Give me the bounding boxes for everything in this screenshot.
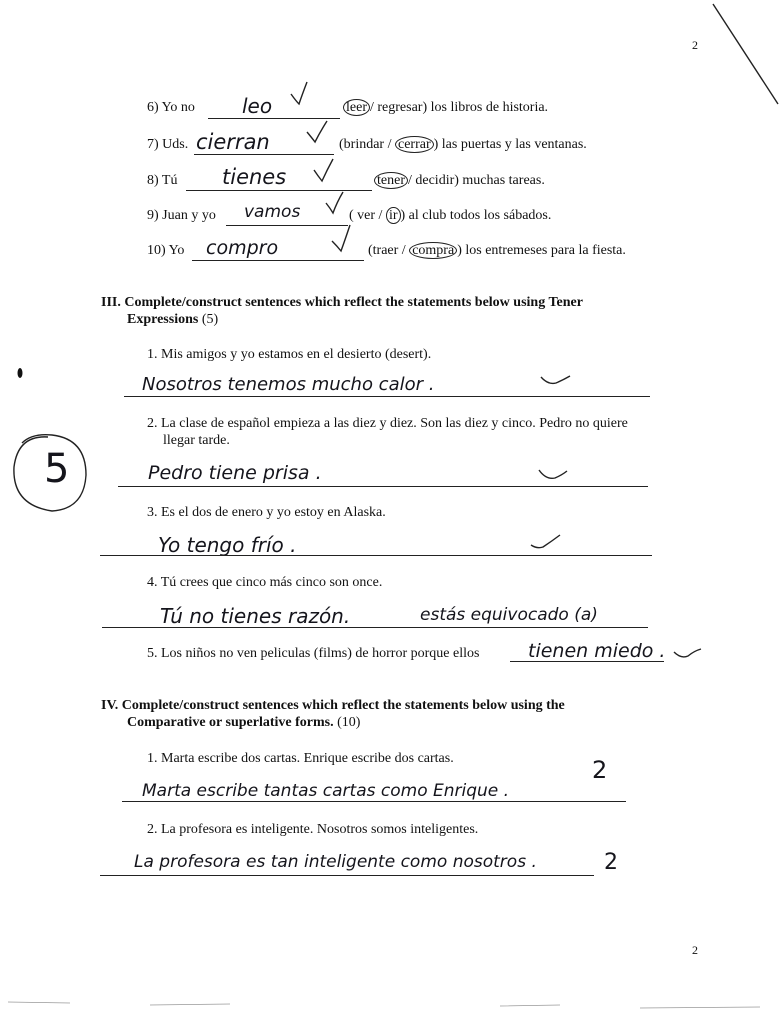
list-item xyxy=(147,137,188,153)
item-tail: los libros de historia. xyxy=(430,100,549,115)
circled-option: ir xyxy=(386,207,401,224)
item-subject: Juan y yo xyxy=(162,208,216,223)
check-mark-icon xyxy=(326,192,343,213)
verb-options: tener / decidir) muchas tareas. xyxy=(374,173,545,189)
item-tail: ) las puertas y las ventanas. xyxy=(433,137,587,152)
page-number-top: 2 xyxy=(692,38,698,52)
handwritten-answer: compro xyxy=(206,237,279,259)
item-number: 9) xyxy=(147,208,159,223)
list-item xyxy=(147,208,216,224)
answer-line xyxy=(122,801,626,802)
item-score: 2 xyxy=(604,850,618,875)
verb-options: (brindar / cerrar ) las puertas y las ventanas. xyxy=(339,137,587,152)
item-subject: Tú xyxy=(161,173,178,188)
circled-option: compra xyxy=(409,242,457,259)
list-item xyxy=(147,243,184,259)
item-tail: ) los entremeses para la fiesta. xyxy=(457,243,626,258)
section-title: Expressions xyxy=(127,312,199,327)
handwritten-answer: Nosotros tenemos mucho calor . xyxy=(142,374,435,395)
item-subject: Yo xyxy=(168,243,185,258)
section-heading xyxy=(101,697,565,714)
list-item xyxy=(147,100,195,116)
section-title: Complete/construct sentences which reflect the statements below using the xyxy=(121,698,565,713)
circled-option: cerrar xyxy=(395,136,434,153)
item-subject: Uds. xyxy=(162,137,189,152)
section-points: (5) xyxy=(201,312,219,327)
handwritten-answer: La profesora es tan inteligente como nosotros . xyxy=(134,852,537,872)
section-heading-line2 xyxy=(127,311,218,328)
item-subject: Yo no xyxy=(161,100,195,115)
page-number-bottom: 2 xyxy=(692,943,698,957)
item-tail: ) al club todos los sábados. xyxy=(400,208,552,223)
verb-options: leer / regresar) los libros de historia. xyxy=(343,100,548,116)
section-numeral: III. xyxy=(101,295,121,310)
list-item xyxy=(147,173,177,189)
answer-line xyxy=(102,627,648,628)
answer-line xyxy=(226,225,348,226)
section-heading-line2 xyxy=(127,714,360,731)
exercise-prompt: 5. Los niños no ven peliculas (films) de horror porque ellos xyxy=(147,646,480,661)
handwritten-answer: vamos xyxy=(244,202,301,222)
exercise-prompt: 2. La profesora es inteligente. Nosotros somos inteligentes. xyxy=(147,822,479,837)
answer-line xyxy=(192,260,364,261)
section-score: 5 xyxy=(44,446,70,492)
item-score: 2 xyxy=(592,756,608,784)
handwritten-answer: Pedro tiene prisa . xyxy=(148,462,322,484)
item-number: 7) xyxy=(147,137,159,152)
section-points: (10) xyxy=(337,715,361,730)
handwritten-answer: tienen miedo . xyxy=(528,640,666,662)
answer-line xyxy=(100,875,594,876)
answer-line xyxy=(100,555,652,556)
answer-line xyxy=(186,190,372,191)
exercise-prompt-cont: llegar tarde. xyxy=(163,433,230,448)
answer-line xyxy=(124,396,650,397)
handwritten-answer: Marta escribe tantas cartas como Enrique . xyxy=(142,781,510,801)
check-mark-icon xyxy=(332,225,350,251)
exercise-prompt: 3. Es el dos de enero y yo estoy en Alaska. xyxy=(147,505,386,520)
verb-options: (traer / compra ) los entremeses para la fiesta. xyxy=(368,243,626,258)
exercise-prompt: 1. Marta escribe dos cartas. Enrique escribe dos cartas. xyxy=(147,751,454,766)
item-number: 8) xyxy=(147,173,159,188)
exercise-prompt: 1. Mis amigos y yo estamos en el desierto (desert). xyxy=(147,347,432,362)
exercise-prompt: 2. La clase de español empieza a las diez y diez. Son las diez y cinco. Pedro no quiere xyxy=(147,416,628,431)
verb-options: ( ver / ir ) al club todos los sábados. xyxy=(349,208,552,223)
item-number: 6) xyxy=(147,100,159,115)
handwritten-answer: Yo tengo frío . xyxy=(158,533,297,557)
handwritten-answer: leo xyxy=(242,94,273,118)
answer-line xyxy=(194,154,334,155)
circled-option: leer xyxy=(343,99,370,116)
check-mark-icon xyxy=(539,470,567,478)
check-mark-icon xyxy=(541,376,570,383)
answer-line xyxy=(208,118,340,119)
check-mark-icon xyxy=(291,82,307,104)
section-title: Comparative or superlative forms. xyxy=(127,715,334,730)
handwritten-answer: tienes xyxy=(222,165,287,189)
item-number: 10) xyxy=(147,243,166,258)
section-heading xyxy=(101,294,583,311)
check-mark-icon xyxy=(314,159,333,181)
section-numeral: IV. xyxy=(101,698,119,713)
check-mark-icon xyxy=(307,121,327,142)
item-tail: muchas tareas. xyxy=(462,173,545,188)
circled-option: tener xyxy=(374,172,408,189)
handwritten-answer: Tú no tienes razón. xyxy=(160,604,351,628)
check-mark-icon xyxy=(531,535,560,548)
handwritten-answer: cierran xyxy=(196,130,270,154)
check-mark-icon xyxy=(674,649,701,657)
section-title: Complete/construct sentences which reflect the statements below using Tener xyxy=(124,295,583,310)
handwritten-answer-extra: estás equivocado (a) xyxy=(420,605,598,625)
exercise-prompt: 4. Tú crees que cinco más cinco son once. xyxy=(147,575,383,590)
answer-line xyxy=(118,486,648,487)
